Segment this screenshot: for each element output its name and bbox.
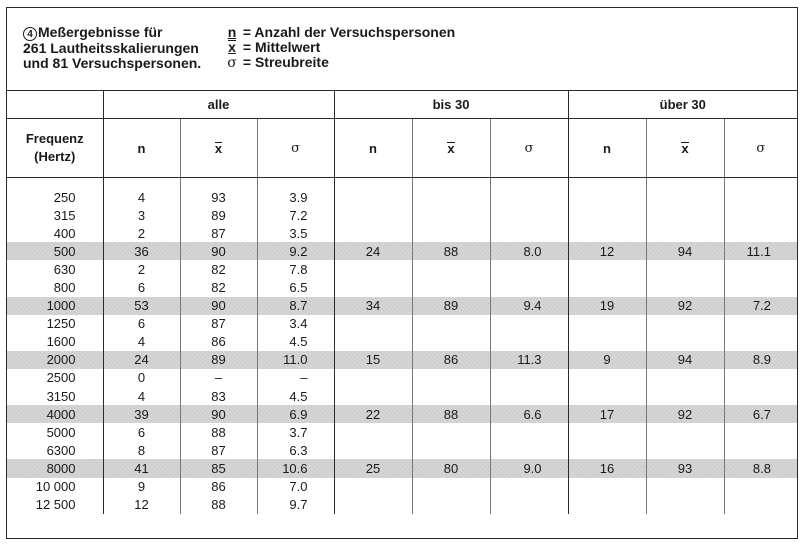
mean-cell: 93: [180, 178, 257, 207]
sigma-cell: 6.9: [257, 405, 334, 423]
mean-cell: [646, 315, 724, 333]
n-cell: [568, 206, 646, 224]
n-cell: 15: [334, 351, 412, 369]
mean-cell: [412, 423, 490, 441]
n-cell: 9: [568, 351, 646, 369]
table-row: [7, 333, 797, 351]
col-header-sigma: σ: [724, 119, 797, 178]
n-cell: [334, 315, 412, 333]
table-body: [7, 178, 797, 514]
mean-cell: [412, 278, 490, 296]
mean-cell: [412, 441, 490, 459]
legend-symbol: x: [228, 39, 236, 55]
table-row: [7, 387, 797, 405]
sigma-cell: 3.5: [257, 224, 334, 242]
mean-cell: [412, 333, 490, 351]
table-row: [7, 459, 797, 477]
mean-cell: [412, 496, 490, 514]
n-cell: [334, 206, 412, 224]
caption-title-line: Meßergebnisse für: [38, 24, 163, 40]
mean-cell: 86: [180, 333, 257, 351]
n-cell: 12: [103, 496, 180, 514]
n-cell: 6: [103, 278, 180, 296]
table-row: [7, 405, 797, 423]
col-header-mean: x: [646, 119, 724, 178]
n-cell: [568, 315, 646, 333]
n-cell: 0: [103, 369, 180, 387]
sigma-cell: 9.7: [257, 496, 334, 514]
n-cell: 24: [334, 242, 412, 260]
frequency-cell: 800: [53, 280, 76, 296]
legend-item-n: [225, 25, 455, 40]
sigma-cell: 3.7: [257, 423, 334, 441]
caption-title-line: und 81 Versuchspersonen.: [23, 55, 202, 71]
n-cell: [334, 178, 412, 207]
sigma-cell: –: [257, 369, 334, 387]
mean-cell: [646, 478, 724, 496]
sigma-cell: 7.0: [257, 478, 334, 496]
col-header-sigma: σ: [490, 119, 568, 178]
legend-text: = Mittelwert: [242, 39, 321, 55]
n-cell: [568, 369, 646, 387]
mean-cell: 87: [180, 315, 257, 333]
n-cell: [568, 224, 646, 242]
sigma-cell: [724, 496, 797, 514]
table-row: [7, 224, 797, 242]
sigma-cell: 6.3: [257, 441, 334, 459]
frequency-cell: 1000: [7, 297, 103, 315]
frequency-cell: 12 500: [35, 497, 76, 513]
col-header-mean: x: [412, 119, 490, 178]
sigma-cell: [724, 224, 797, 242]
mean-cell: [646, 369, 724, 387]
sigma-cell: 11.3: [490, 351, 568, 369]
results-table-frame: [6, 7, 798, 539]
sigma-cell: [490, 387, 568, 405]
sigma-cell: [724, 315, 797, 333]
frequency-cell: 630: [53, 261, 76, 277]
n-cell: [334, 387, 412, 405]
mean-cell: 88: [180, 496, 257, 514]
table-row: [7, 441, 797, 459]
col-header-n: n: [103, 119, 180, 178]
sigma-cell: [724, 369, 797, 387]
n-cell: 2: [103, 260, 180, 278]
n-cell: [334, 441, 412, 459]
mean-cell: [646, 278, 724, 296]
table-row: [7, 260, 797, 278]
sigma-cell: 9.4: [490, 297, 568, 315]
mean-cell: 89: [180, 351, 257, 369]
mean-cell: 87: [180, 441, 257, 459]
frequency-cell: 5000: [46, 424, 76, 440]
n-cell: 17: [568, 405, 646, 423]
table-row: [7, 278, 797, 296]
frequency-cell: 1600: [46, 334, 76, 350]
n-cell: 8: [103, 441, 180, 459]
mean-cell: [412, 206, 490, 224]
mean-cell: 88: [180, 423, 257, 441]
mean-cell: 94: [646, 351, 724, 369]
group-header-bis30: bis 30: [334, 91, 568, 119]
frequency-cell: 2000: [7, 351, 103, 369]
mean-cell: 90: [180, 297, 257, 315]
col-header-mean: x: [180, 119, 257, 178]
n-cell: [334, 496, 412, 514]
n-cell: [568, 478, 646, 496]
col-header-n: n: [568, 119, 646, 178]
sigma-cell: 8.8: [724, 459, 797, 477]
sigma-cell: 7.2: [724, 297, 797, 315]
n-cell: [568, 441, 646, 459]
n-cell: [334, 333, 412, 351]
n-cell: [568, 387, 646, 405]
sigma-cell: [490, 278, 568, 296]
n-cell: 6: [103, 315, 180, 333]
table-row: [7, 315, 797, 333]
n-cell: 3: [103, 206, 180, 224]
mean-cell: [412, 178, 490, 207]
mean-cell: 82: [180, 278, 257, 296]
sigma-cell: [724, 178, 797, 207]
sigma-cell: 8.7: [257, 297, 334, 315]
mean-cell: [646, 206, 724, 224]
n-cell: [568, 278, 646, 296]
n-cell: 4: [103, 333, 180, 351]
mean-cell: 90: [180, 405, 257, 423]
n-cell: 16: [568, 459, 646, 477]
legend-text: = Anzahl der Versuchspersonen: [242, 24, 456, 40]
n-cell: [568, 423, 646, 441]
sigma-cell: 6.5: [257, 278, 334, 296]
frequency-cell: 8000: [7, 459, 103, 477]
mean-cell: 92: [646, 405, 724, 423]
mean-cell: [646, 178, 724, 207]
n-cell: [334, 224, 412, 242]
mean-cell: 94: [646, 242, 724, 260]
n-cell: 24: [103, 351, 180, 369]
n-cell: [568, 178, 646, 207]
n-cell: 41: [103, 459, 180, 477]
frequency-cell: 3150: [46, 388, 76, 404]
frequency-cell: 4000: [7, 405, 103, 423]
sigma-cell: 9.0: [490, 459, 568, 477]
table-row: [7, 478, 797, 496]
legend-symbol: n: [227, 24, 237, 40]
mean-cell: 83: [180, 387, 257, 405]
mean-cell: 89: [412, 297, 490, 315]
mean-cell: –: [180, 369, 257, 387]
table-row: [7, 206, 797, 224]
mean-cell: 92: [646, 297, 724, 315]
n-cell: [568, 496, 646, 514]
sigma-cell: 11.0: [257, 351, 334, 369]
n-cell: 53: [103, 297, 180, 315]
group-header-alle: alle: [103, 91, 334, 119]
sigma-cell: 11.1: [724, 242, 797, 260]
mean-cell: 86: [180, 478, 257, 496]
mean-cell: [412, 315, 490, 333]
legend-symbol: σ: [227, 55, 237, 71]
mean-cell: 90: [180, 242, 257, 260]
sigma-cell: [724, 206, 797, 224]
n-cell: 6: [103, 423, 180, 441]
sigma-cell: [490, 423, 568, 441]
mean-cell: [412, 224, 490, 242]
n-cell: 25: [334, 459, 412, 477]
mean-cell: [646, 423, 724, 441]
mean-cell: [412, 387, 490, 405]
sigma-cell: 8.0: [490, 242, 568, 260]
mean-cell: 88: [412, 242, 490, 260]
frequency-cell: 1250: [46, 316, 76, 332]
column-header-row: [7, 119, 797, 178]
mean-cell: 89: [180, 206, 257, 224]
table-row: [7, 242, 797, 260]
n-cell: [334, 369, 412, 387]
table-caption: [7, 8, 797, 91]
sigma-cell: [490, 496, 568, 514]
sigma-cell: 7.8: [257, 260, 334, 278]
legend-item-sigma: [225, 55, 455, 71]
n-cell: [568, 333, 646, 351]
sigma-cell: 8.9: [724, 351, 797, 369]
frequency-cell: 400: [53, 225, 76, 241]
col-header-sigma: σ: [257, 119, 334, 178]
n-cell: 4: [103, 178, 180, 207]
sigma-cell: [490, 315, 568, 333]
caption-legend: [225, 25, 455, 71]
sigma-cell: 7.2: [257, 206, 334, 224]
frequency-cell: 500: [7, 242, 103, 260]
n-cell: 12: [568, 242, 646, 260]
sigma-cell: [490, 260, 568, 278]
sigma-cell: [724, 333, 797, 351]
n-cell: [334, 260, 412, 278]
frequency-header: Frequenz (Hertz): [7, 119, 103, 178]
sigma-cell: 4.5: [257, 333, 334, 351]
sigma-cell: 9.2: [257, 242, 334, 260]
sigma-cell: [490, 206, 568, 224]
mean-cell: [646, 387, 724, 405]
legend-text: = Streubreite: [242, 54, 329, 70]
mean-cell: 82: [180, 260, 257, 278]
n-cell: [568, 260, 646, 278]
sigma-cell: [490, 224, 568, 242]
sigma-cell: [490, 441, 568, 459]
sigma-cell: [490, 178, 568, 207]
sigma-cell: [490, 333, 568, 351]
mean-cell: [646, 260, 724, 278]
n-cell: 19: [568, 297, 646, 315]
sigma-cell: 3.9: [257, 178, 334, 207]
legend-item-mean: [225, 40, 455, 55]
table-row: [7, 351, 797, 369]
sigma-cell: [724, 387, 797, 405]
sigma-cell: [724, 441, 797, 459]
sigma-cell: [490, 478, 568, 496]
frequency-cell: 250: [53, 189, 76, 205]
group-header-row: [7, 91, 797, 119]
mean-cell: [412, 369, 490, 387]
sigma-cell: 3.4: [257, 315, 334, 333]
caption-title-line: 261 Lautheitsskalierungen: [23, 40, 199, 56]
sigma-cell: [724, 278, 797, 296]
mean-cell: 80: [412, 459, 490, 477]
mean-cell: [646, 441, 724, 459]
frequency-cell: 10 000: [35, 479, 76, 495]
table-row: [7, 297, 797, 315]
n-cell: 2: [103, 224, 180, 242]
sigma-cell: 6.6: [490, 405, 568, 423]
n-cell: 34: [334, 297, 412, 315]
n-cell: [334, 478, 412, 496]
sigma-cell: [724, 478, 797, 496]
group-header-ueber30: über 30: [568, 91, 797, 119]
n-cell: 36: [103, 242, 180, 260]
mean-cell: [412, 478, 490, 496]
n-cell: 4: [103, 387, 180, 405]
n-cell: 9: [103, 478, 180, 496]
table-row: [7, 178, 797, 207]
mean-cell: 87: [180, 224, 257, 242]
n-cell: [334, 423, 412, 441]
n-cell: [334, 278, 412, 296]
frequency-cell: 2500: [46, 370, 76, 386]
sigma-cell: 6.7: [724, 405, 797, 423]
frequency-cell: 315: [53, 207, 76, 223]
sigma-cell: 10.6: [257, 459, 334, 477]
table-row: [7, 423, 797, 441]
results-table: [7, 91, 797, 514]
mean-cell: 93: [646, 459, 724, 477]
n-cell: 39: [103, 405, 180, 423]
col-header-n: n: [334, 119, 412, 178]
table-row: [7, 496, 797, 514]
caption-title: [23, 25, 201, 71]
table-row: [7, 369, 797, 387]
mean-cell: [412, 260, 490, 278]
mean-cell: 85: [180, 459, 257, 477]
frequency-cell: 6300: [46, 442, 76, 458]
sigma-cell: [490, 369, 568, 387]
n-cell: 22: [334, 405, 412, 423]
sigma-cell: [724, 423, 797, 441]
mean-cell: [646, 333, 724, 351]
figure-number-badge: 4: [23, 27, 37, 41]
mean-cell: [646, 496, 724, 514]
mean-cell: [646, 224, 724, 242]
mean-cell: 86: [412, 351, 490, 369]
sigma-cell: 4.5: [257, 387, 334, 405]
sigma-cell: [724, 260, 797, 278]
mean-cell: 88: [412, 405, 490, 423]
